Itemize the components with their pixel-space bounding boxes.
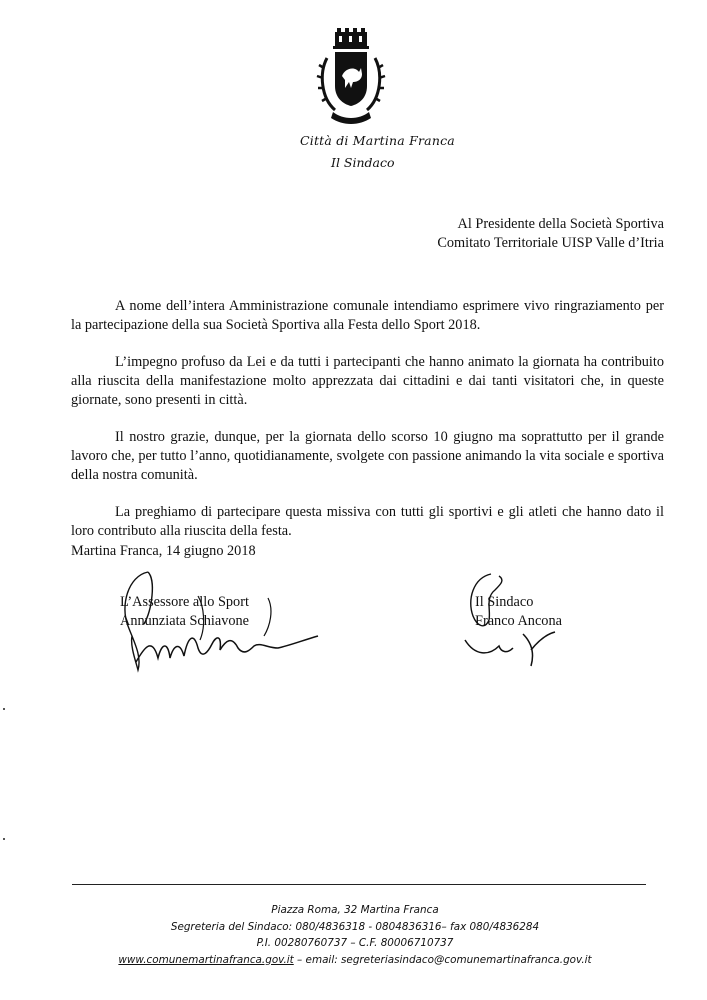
place-date: Martina Franca, 14 giugno 2018 bbox=[71, 543, 256, 559]
paragraph-1: A nome dell’intera Amministrazione comunale intendiamo esprimere vivo ringraziamento per la partecipazione della sua Società Sportiva alla Festa dello Sport 2018. bbox=[71, 298, 664, 333]
city-coat-of-arms-icon bbox=[315, 28, 387, 124]
footer bbox=[60, 902, 650, 968]
paragraph-2: L’impegno profuso da Lei e da tutti i partecipanti che hanno animato la giornata ha contribuito alla riuscita della manifestazione molto apprezzata dai cittadini e dai tanti visitatori che, in queste giornate, sono presenti in città. bbox=[71, 354, 664, 408]
footer-contacts bbox=[60, 952, 650, 969]
paragraph-3: Il nostro grazie, dunque, per la giornata dello scorso 10 giugno ma soprattutto per il grande lavoro che, per tutto l’anno, quotidianamente, svolgete con passione animando la vita sociale e sportiva della nostra comunità. bbox=[71, 429, 664, 483]
left-handwritten-signature bbox=[108, 566, 338, 676]
scan-mark bbox=[3, 708, 5, 710]
footer-website-link[interactable]: www.comunemartinafranca.gov.it bbox=[118, 953, 294, 966]
footer-tax-ids: P.I. 00280760737 – C.F. 80006710737 bbox=[256, 937, 454, 949]
left-signatory-name: Annunziata Schiavone bbox=[120, 613, 250, 629]
recipient-line-2: Comitato Territoriale UISP Valle d’Itria bbox=[437, 235, 664, 251]
recipient-block bbox=[437, 215, 664, 253]
footer-phones: Segreteria del Sindaco: 080/4836318 - 0804836316– fax 080/4836284 bbox=[170, 920, 540, 933]
footer-divider bbox=[72, 884, 646, 885]
letterhead-city: Città di Martina Franca bbox=[300, 133, 455, 148]
scan-mark bbox=[3, 838, 5, 840]
footer-email: – email: segreteriasindaco@comunemartinafranca.gov.it bbox=[293, 953, 592, 966]
footer-address: Piazza Roma, 32 Martina Franca bbox=[271, 904, 439, 916]
left-signatory-role: L’Assessore allo Sport bbox=[120, 594, 249, 610]
paragraph-4: La preghiamo di partecipare questa missiva con tutti gli sportivi e gli atleti che hanno dato il loro contributo alla riuscita della festa. bbox=[71, 504, 664, 539]
recipient-line-1: Al Presidente della Società Sportiva bbox=[457, 216, 664, 232]
right-signatory-name: Franco Ancona bbox=[475, 613, 562, 629]
right-handwritten-signature bbox=[455, 570, 575, 670]
letter-body bbox=[71, 297, 664, 559]
right-signatory-role: Il Sindaco bbox=[475, 594, 534, 610]
letterhead-office: Il Sindaco bbox=[331, 155, 395, 170]
